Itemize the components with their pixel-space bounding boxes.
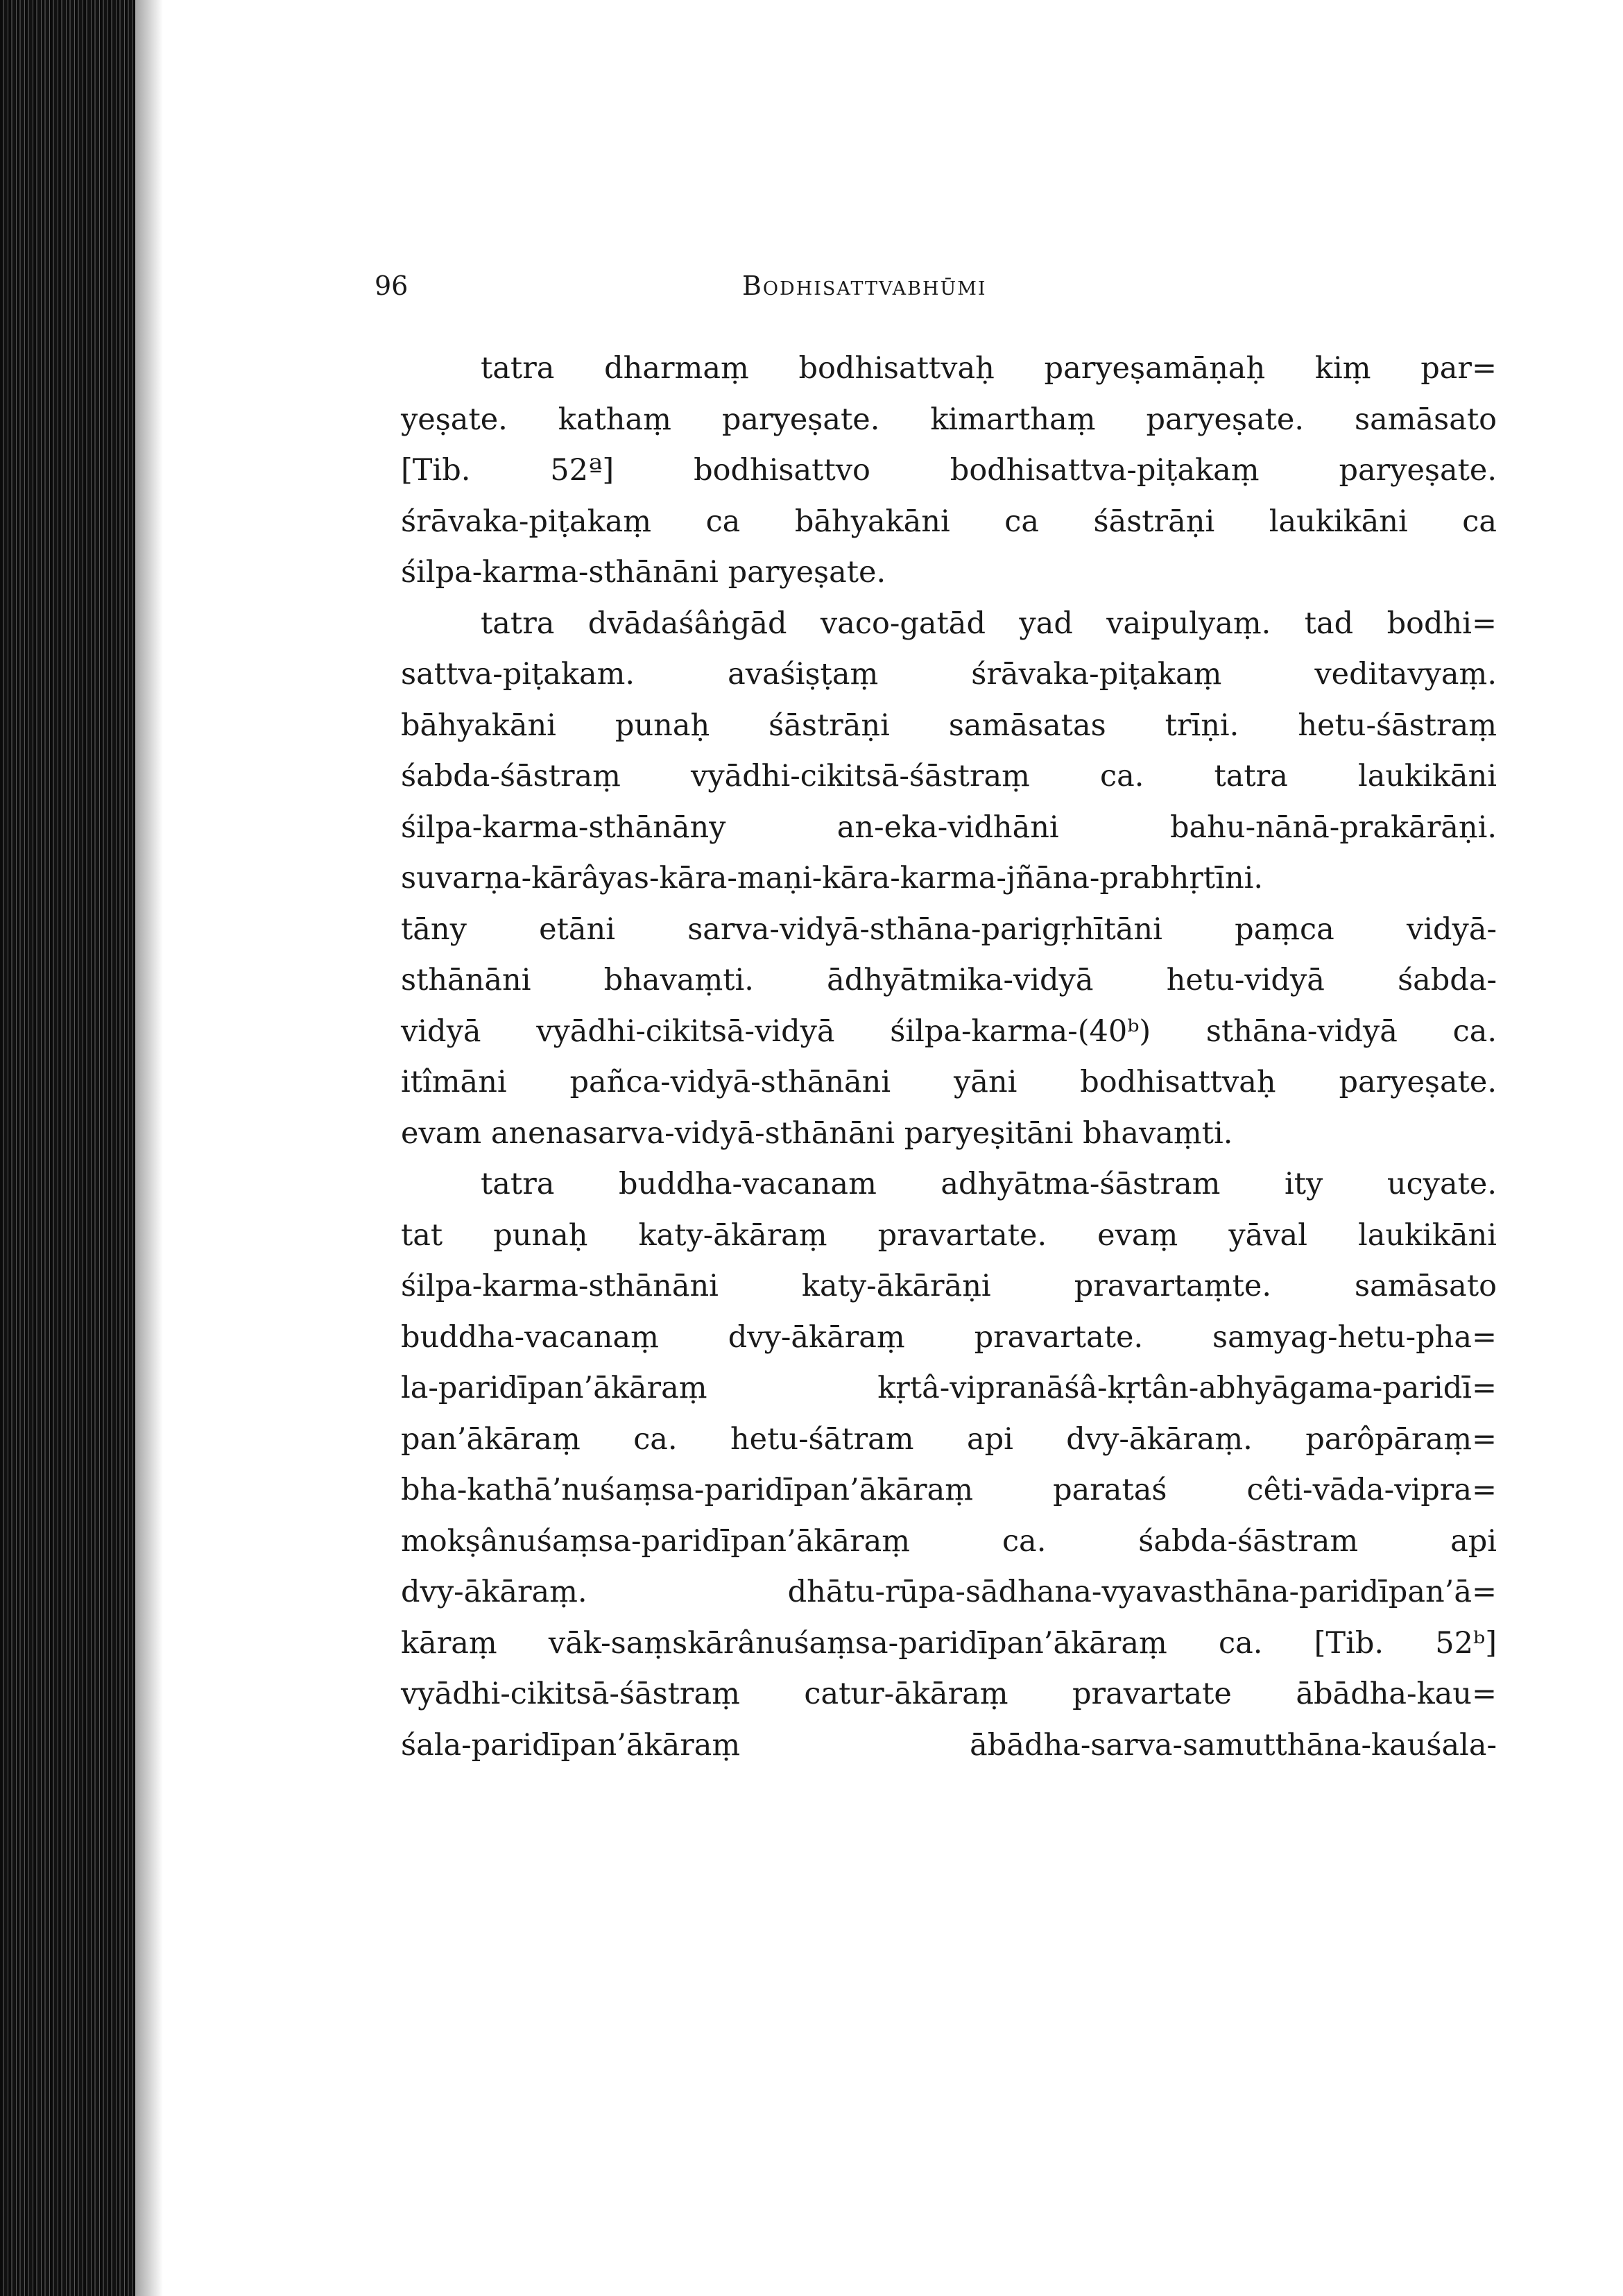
text-line: yeṣate. kathaṃ paryeṣate. kimarthaṃ paryeṣate. samāsato	[401, 402, 1497, 437]
text-line: śilpa-karma-sthānāny an-eka-vidhāni bahu-nānā-prakārāṇi.	[401, 809, 1497, 845]
text-line: tatra dvādaśâṅgād vaco-gatād yad vaipulyaṃ. tad bodhi=	[481, 606, 1497, 641]
text-line: buddha-vacanaṃ dvy-ākāraṃ pravartate. samyag-hetu-pha=	[401, 1319, 1497, 1355]
text-line: sthānāni bhavaṃti. ādhyātmika-vidyā hetu-vidyā śabda-	[401, 963, 1497, 997]
page-number: 96	[375, 271, 409, 301]
text-line: vidyā vyādhi-cikitsā-vidyā śilpa-karma-(40ᵇ) sthāna-vidyā ca.	[401, 1013, 1497, 1049]
text-line: kāraṃ vāk-saṃskārânuśaṃsa-paridīpan’ākāraṃ ca. [Tib. 52ᵇ]	[401, 1625, 1497, 1661]
text-line: dvy-ākāraṃ. dhātu-rūpa-sādhana-vyavasthāna-paridīpan’ā=	[401, 1575, 1497, 1609]
paragraph	[401, 599, 1497, 1160]
text-line: pan’ākāraṃ ca. hetu-śātram api dvy-ākāraṃ. parôpāraṃ=	[401, 1421, 1497, 1457]
text-line: bāhyakāni punaḥ śāstrāṇi samāsatas trīṇi. hetu-śāstraṃ	[401, 708, 1497, 743]
text-line: tāny etāni sarva-vidyā-sthāna-parigṛhītāni paṃca vidyā-	[401, 911, 1497, 947]
text-line: la-paridīpan’ākāraṃ kṛtâ-vipranāśâ-kṛtân-abhyāgama-paridī=	[401, 1371, 1497, 1405]
text-line: mokṣânuśaṃsa-paridīpan’ākāraṃ ca. śabda-śāstram api	[401, 1523, 1497, 1559]
body-text	[401, 343, 1497, 1771]
text-line: itîmāni pañca-vidyā-sthānāni yāni bodhisattvaḥ paryeṣate.	[401, 1065, 1497, 1099]
text-line: śabda-śāstraṃ vyādhi-cikitsā-śāstraṃ ca. tatra laukikāni	[401, 759, 1497, 794]
running-title: Bodhisattvabhūmi	[742, 271, 987, 301]
text-line: suvarṇa-kārâyas-kāra-maṇi-kāra-karma-jñāna-prabhṛtīni.	[401, 861, 1264, 896]
text-line: sattva-piṭakam. avaśiṣṭaṃ śrāvaka-piṭakaṃ veditavyaṃ.	[401, 657, 1497, 692]
text-line: bha-kathā’nuśaṃsa-paridīpan’ākāraṃ parataś cêti-vāda-vipra=	[401, 1473, 1497, 1507]
text-line: vyādhi-cikitsā-śāstraṃ catur-ākāraṃ pravartate ābādha-kau=	[401, 1677, 1497, 1711]
running-head	[375, 271, 1498, 312]
paragraph	[401, 343, 1497, 599]
text-line: tat punaḥ katy-ākāraṃ pravartate. evaṃ yāval laukikāni	[401, 1217, 1497, 1253]
text-line: śilpa-karma-sthānāni katy-ākārāṇi pravartaṃte. samāsato	[401, 1269, 1497, 1303]
paragraph	[401, 1159, 1497, 1771]
text-line: śala-paridīpan’ākāraṃ ābādha-sarva-samutthāna-kauśala-	[401, 1727, 1497, 1763]
text-line: tatra buddha-vacanam adhyātma-śāstram ity ucyate.	[481, 1167, 1497, 1201]
text-line: tatra dharmaṃ bodhisattvaḥ paryeṣamāṇaḥ kiṃ par=	[481, 351, 1497, 386]
text-line: śilpa-karma-sthānāni paryeṣate.	[401, 555, 886, 590]
book-binding-edge	[0, 0, 135, 2296]
text-line: śrāvaka-piṭakaṃ ca bāhyakāni ca śāstrāṇi laukikāni ca	[401, 504, 1497, 539]
text-line: evam anenasarva-vidyā-sthānāni paryeṣitāni bhavaṃti.	[401, 1115, 1233, 1151]
text-line: [Tib. 52ª] bodhisattvo bodhisattva-piṭakaṃ paryeṣate.	[401, 453, 1497, 488]
